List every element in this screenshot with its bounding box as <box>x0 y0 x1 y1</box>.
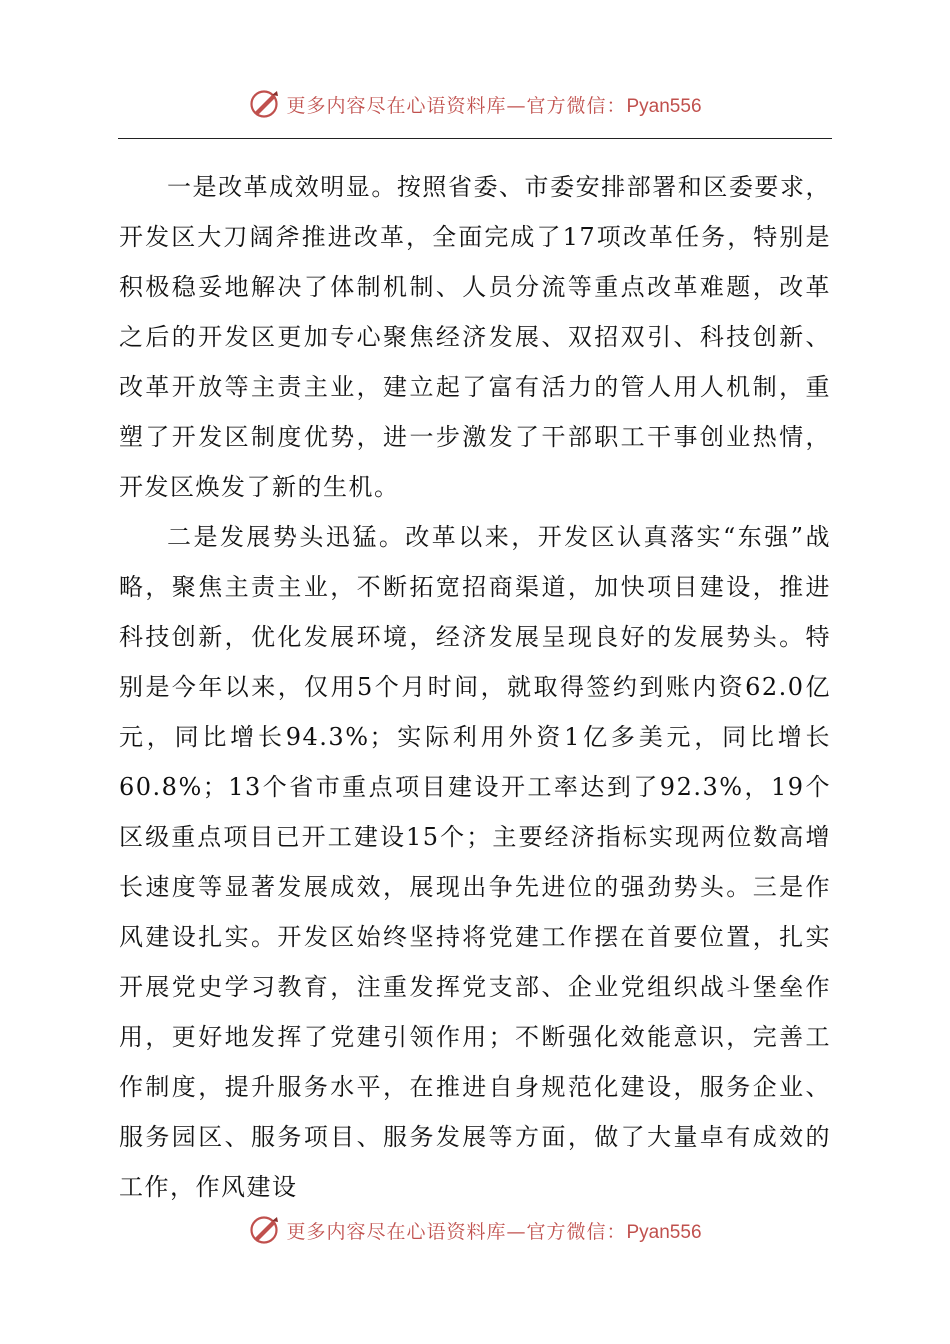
header-banner <box>0 84 950 124</box>
footer-banner-text-cn: 更多内容尽在心语资料库—官方微信： <box>286 1220 627 1243</box>
footer-banner-wechat-id: Pyan556 <box>626 1221 702 1243</box>
header-divider <box>118 138 832 139</box>
pen-circle-logo-icon <box>248 1213 282 1247</box>
document-body <box>119 162 831 1212</box>
footer-banner-text <box>286 1217 701 1244</box>
footer-banner <box>0 1210 950 1250</box>
header-banner-wechat-id: Pyan556 <box>626 95 702 117</box>
pen-circle-logo-icon <box>248 87 282 121</box>
paragraph-reform: 一是改革成效明显。按照省委、市委安排部署和区委要求，开发区大刀阔斧推进改革，全面完成了17项改革任务，特别是积极稳妥地解决了体制机制、人员分流等重点改革难题，改革之后的开发区更加专心聚焦经济发展、双招双引、科技创新、改革开放等主责主业，建立起了富有活力的管人用人机制，重塑了开发区制度优势，进一步激发了干部职工干事创业热情，开发区焕发了新的生机。 <box>119 173 831 501</box>
header-banner-text-cn: 更多内容尽在心语资料库—官方微信： <box>286 94 627 117</box>
paragraph-development: 二是发展势头迅猛。改革以来，开发区认真落实“东强”战略，聚焦主责主业，不断拓宽招商渠道，加快项目建设，推进科技创新，优化发展环境，经济发展呈现良好的发展势头。特别是今年以来，仅用5个月时间，就取得签约到账内资62.0亿元，同比增长94.3%；实际利用外资1亿多美元，同比增长60.8%；13个省市重点项目建设开工率达到了92.3%，19个区级重点项目已开工建设15个；主要经济指标实现两位数高增长速度等显著发展成效，展现出争先进位的强劲势头。三是作风建设扎实。开发区始终坚持将党建工作摆在首要位置，扎实开展党史学习教育，注重发挥党支部、企业党组织战斗堡垒作用，更好地发挥了党建引领作用；不断强化效能意识，完善工作制度，提升服务水平，在推进自身规范化建设，服务企业、服务园区、服务项目、服务发展等方面，做了大量卓有成效的工作，作风建设 <box>119 523 831 1201</box>
header-banner-text <box>286 91 701 118</box>
